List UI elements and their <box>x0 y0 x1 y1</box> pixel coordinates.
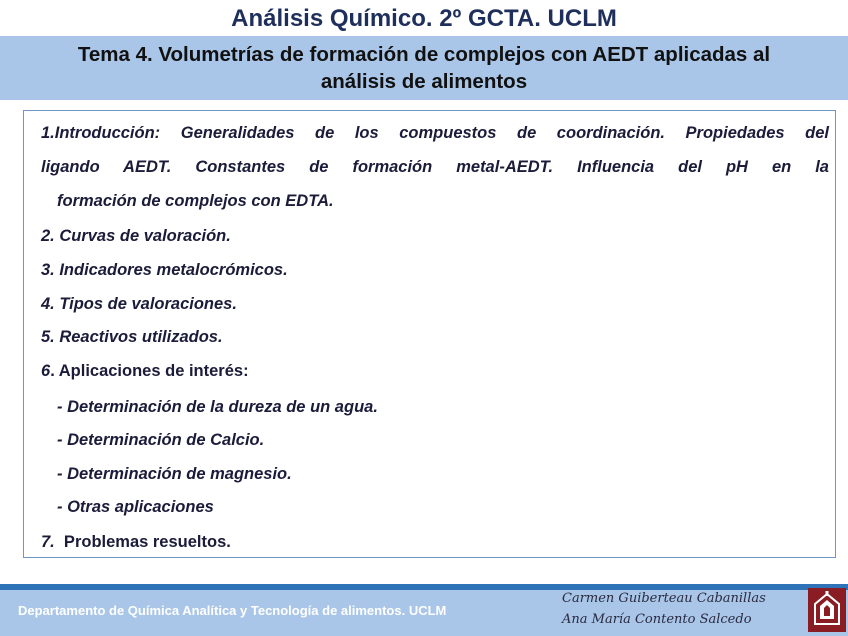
sub-item-dureza: - Determinación de la dureza de un agua. <box>57 398 378 416</box>
list-item-problemas-number: 7. <box>41 533 55 551</box>
intro-line-1: 1.Introducción: Generalidades de los compuestos de coordinación. Propiedades del <box>41 124 829 142</box>
topic-title-line2: análisis de alimentos <box>320 70 528 93</box>
topic-title <box>10 41 838 95</box>
list-item-problemas-label: Problemas resueltos. <box>54 533 231 551</box>
intro-line-2: ligando AEDT. Constantes de formación metal-AEDT. Influencia del pH en la <box>41 158 829 176</box>
course-title: Análisis Químico. 2º GCTA. UCLM <box>231 5 617 32</box>
footer-author-1: Carmen Guiberteau Cabanillas <box>562 591 766 606</box>
sub-item-calcio: - Determinación de Calcio. <box>57 431 265 449</box>
topic-title-line1: Tema 4. Volumetrías de formación de complejos con AEDT aplicadas al <box>77 43 771 66</box>
list-item-aplicaciones-label: . Aplicaciones de interés: <box>50 362 249 380</box>
uclm-logo-icon <box>808 588 846 632</box>
list-item-curvas: 2. Curvas de valoración. <box>41 227 231 245</box>
footer-department: Departamento de Química Analítica y Tecnología de alimentos. UCLM <box>18 603 447 618</box>
footer-author-2: Ana María Contento Salcedo <box>562 612 752 627</box>
intro-line-3: formación de complejos con EDTA. <box>57 192 334 210</box>
list-item-reactivos: 5. Reactivos utilizados. <box>41 328 223 346</box>
list-item-indicadores: 3. Indicadores metalocrómicos. <box>41 261 288 279</box>
list-item-aplicaciones-number: 6 <box>41 362 51 380</box>
sub-item-otras: - Otras aplicaciones <box>57 498 214 516</box>
list-item-problemas <box>41 532 231 552</box>
list-item-aplicaciones <box>41 361 249 381</box>
list-item-tipos: 4. Tipos de valoraciones. <box>41 295 237 313</box>
sub-item-magnesio: - Determinación de magnesio. <box>57 465 292 483</box>
